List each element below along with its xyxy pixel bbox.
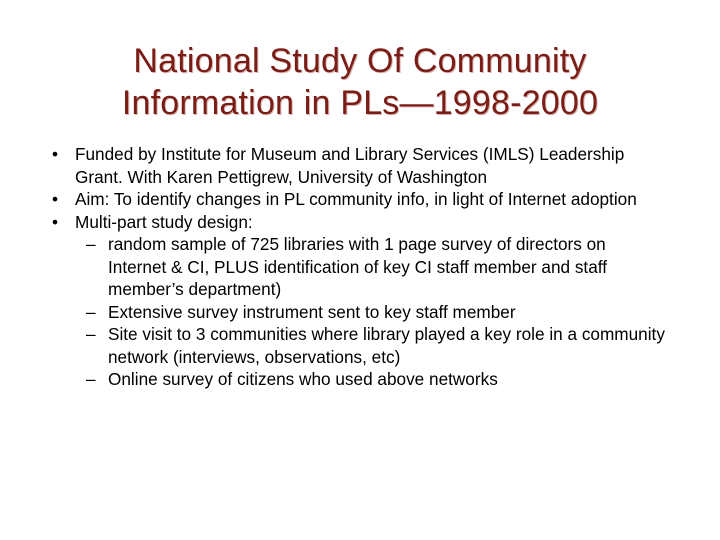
sub-bullet-text: Extensive survey instrument sent to key staff member	[108, 301, 516, 322]
sub-bullet-item-site-visit	[0, 323, 668, 368]
sub-bullet-text: random sample of 725 libraries with 1 page survey of directors on Internet & CI, PLUS identification of key CI staff member and staff member’s department)	[108, 234, 607, 299]
sub-bullet-item-survey-instrument	[0, 301, 668, 324]
sub-bullet-text: Online survey of citizens who used above networks	[108, 369, 498, 389]
sub-bullet-text: Site visit to 3 communities where library played a key role in a community network (interviews, observations, etc)	[108, 324, 665, 367]
sub-bullet-marker: –	[86, 301, 96, 322]
slide-title	[40, 40, 680, 124]
bullet-item-funding	[0, 143, 665, 188]
slide-title-line-2: Information in PLs—1998-2000	[121, 84, 599, 122]
slide-title-line-1: National Study Of Community	[133, 42, 587, 80]
sub-bullet-marker: –	[86, 324, 96, 344]
sub-bullet-item-online-survey	[0, 368, 668, 391]
bullet-marker: •	[52, 189, 59, 209]
bullet-text: Aim: To identify changes in PL community info, in light of Internet adoption	[75, 189, 637, 209]
bullet-item-aim	[0, 188, 665, 211]
bullet-text: Multi-part study design:	[75, 211, 253, 232]
bullet-marker: •	[52, 144, 59, 164]
bullet-marker: •	[52, 211, 59, 232]
slide-body	[0, 143, 720, 391]
sub-bullet-marker: –	[86, 234, 96, 254]
bullet-text: Funded by Institute for Museum and Library Services (IMLS) Leadership Grant. With Karen Pettigrew, University of Washington	[75, 144, 625, 187]
bullet-item-study-design	[0, 211, 665, 234]
sub-bullet-marker: –	[86, 369, 96, 389]
sub-bullet-item-random-sample	[0, 233, 668, 301]
